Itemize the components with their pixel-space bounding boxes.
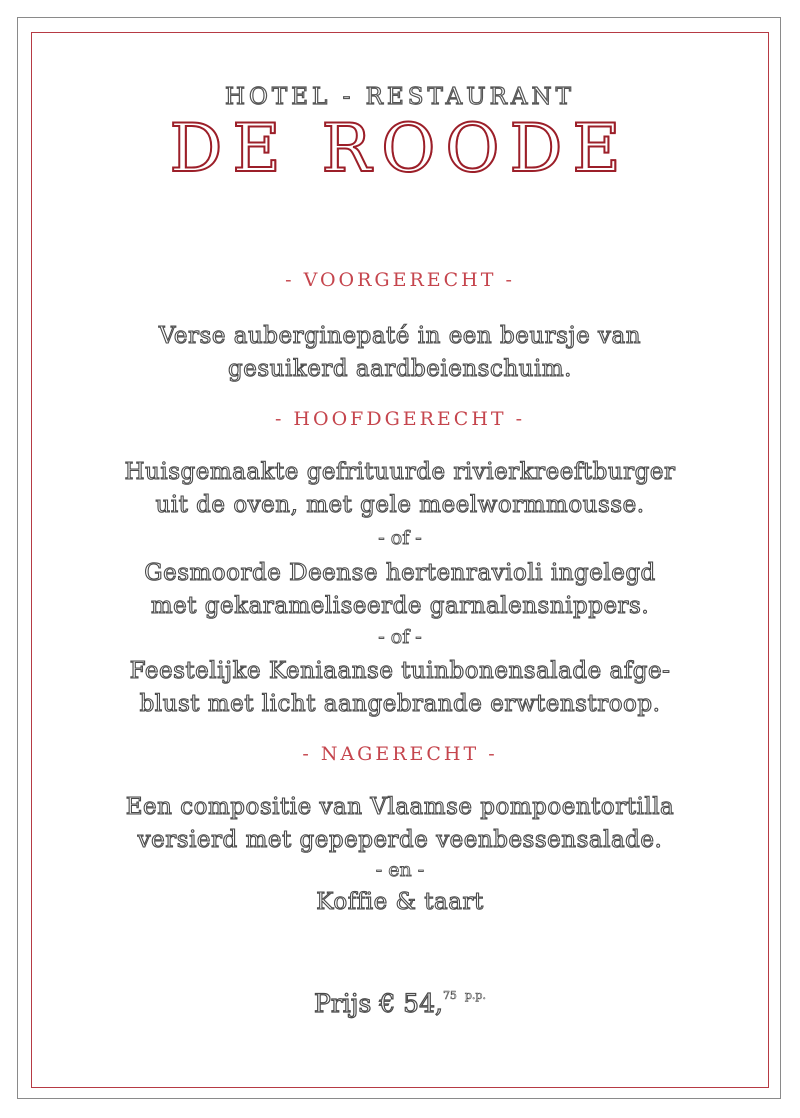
hoofdgerecht-option3-line: Feestelijke Keniaanse tuinbonensalade afge- [129, 658, 671, 684]
hoofdgerecht-heading: - HOOFDGERECHT - [274, 408, 526, 430]
voorgerecht-heading: - VOORGERECHT - [285, 269, 515, 291]
coffee-and-cake: Koffie & taart [316, 889, 484, 915]
nagerecht-line: Een compositie van Vlaamse pompoentortilla [125, 794, 675, 820]
hotel-restaurant-subtitle: HOTEL - RESTAURANT [224, 84, 576, 110]
nagerecht-heading: - NAGERECHT - [302, 743, 498, 765]
hoofdgerecht-option1-line: uit de oven, met gele meelwormmousse. [155, 492, 645, 518]
hoofdgerecht-option1-line: Huisgemaakte gefrituurde rivierkreeftburger [124, 459, 676, 485]
hoofdgerecht-option2-line: met gekarameliseerde garnalensnippers. [150, 593, 650, 619]
price [31, 989, 769, 1018]
voorgerecht-line: gesuikerd aardbeienschuim. [228, 356, 572, 382]
hoofdgerecht-option2-line: Gesmoorde Deense hertenravioli ingelegd [144, 560, 656, 586]
price-label: Prijs € 54, [314, 989, 443, 1018]
nagerecht-line: versierd met gepeperde veenbessensalade. [137, 827, 663, 853]
or-separator: - of - [378, 626, 422, 648]
menu-card [31, 32, 769, 1088]
hoofdgerecht-option3-line: blust met licht aangebrande erwtenstroop. [139, 691, 661, 717]
restaurant-title: DE ROODE [169, 110, 631, 187]
price-cents: 75 [442, 989, 457, 1002]
price-unit: p.p. [464, 989, 486, 1002]
and-separator: - en - [375, 859, 425, 881]
voorgerecht-line: Verse auberginepaté in een beursje van [158, 323, 642, 349]
or-separator: - of - [378, 527, 422, 549]
